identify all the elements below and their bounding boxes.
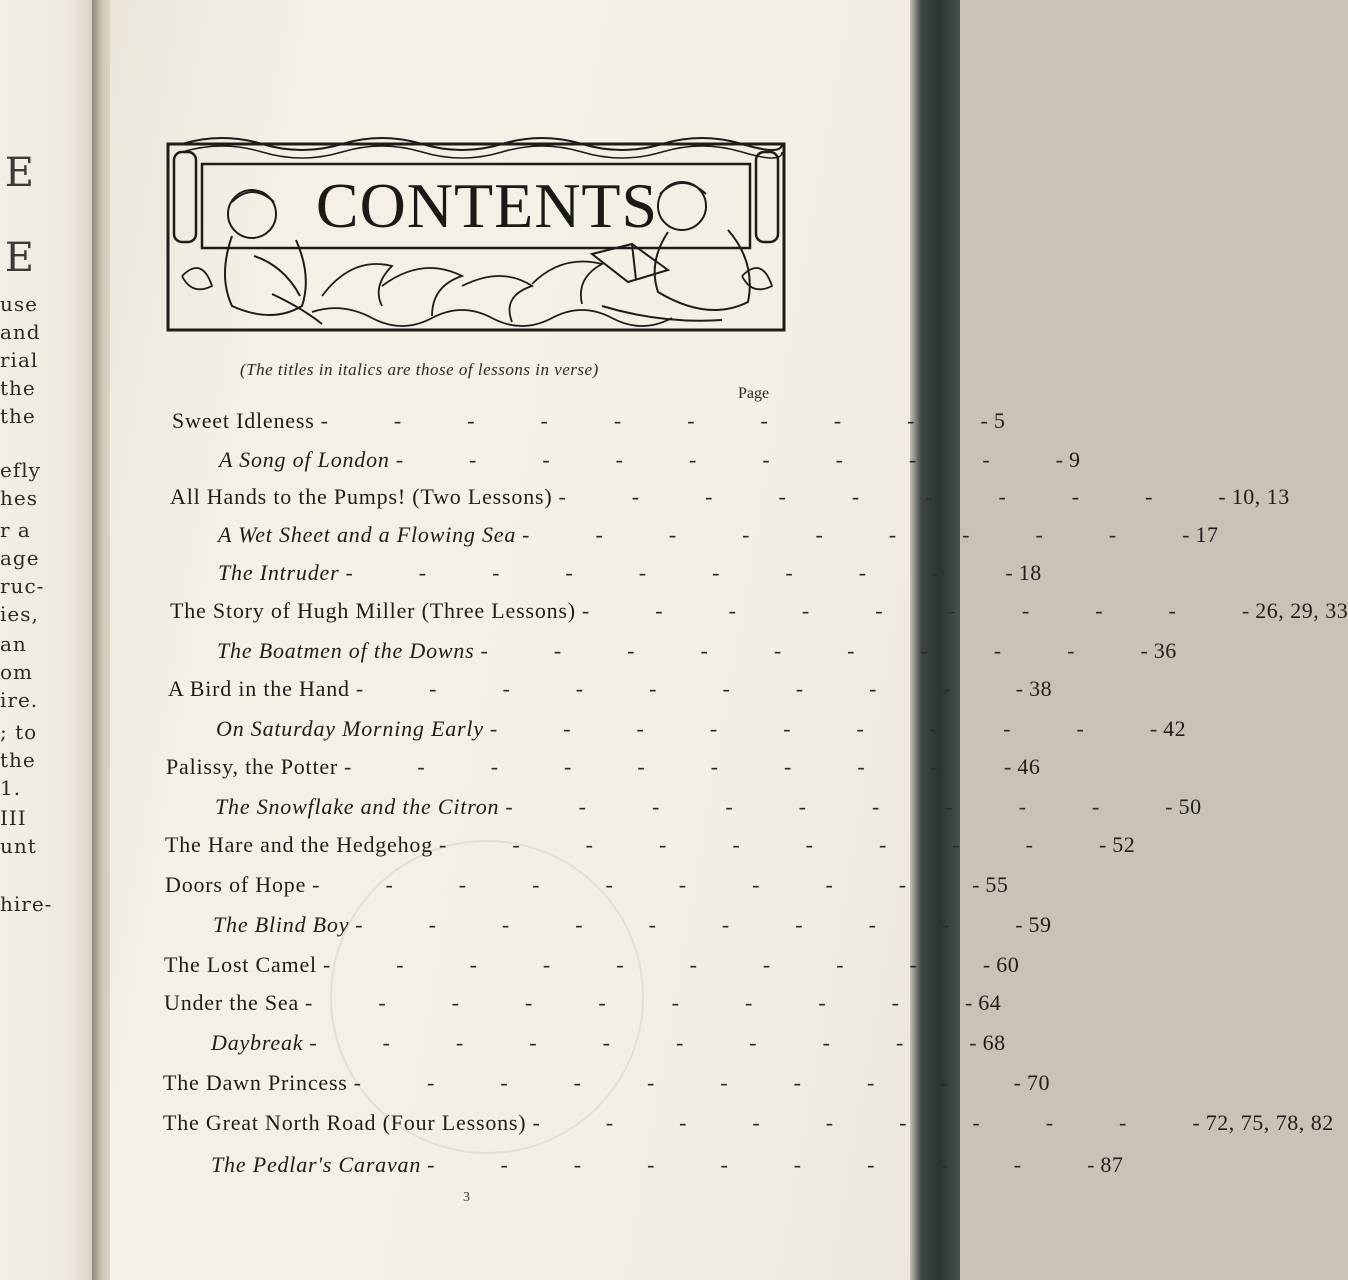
contents-entry (165, 872, 1009, 904)
entry-title: Doors of Hope (165, 872, 307, 897)
dot-leaders: - - - - - - - - - - (480, 638, 1148, 663)
dot-leaders: - - - - - - - - - - (558, 484, 1226, 509)
entry-title: The Blind Boy (213, 912, 350, 937)
left-page-text-fragment: III (0, 806, 27, 830)
dot-leaders: - - - - - - - - - - (305, 990, 973, 1015)
entry-page-numbers: 60 (996, 952, 1020, 977)
entry-page-numbers: 50 (1178, 794, 1202, 819)
contents-entry (217, 638, 1177, 670)
entry-page-numbers: 59 (1028, 912, 1052, 937)
entry-title: The Hare and the Hedgehog (165, 832, 434, 857)
left-page-text-fragment: and (0, 320, 41, 344)
left-page-text-fragment: om (0, 660, 34, 684)
entry-page-numbers: 52 (1112, 832, 1136, 857)
dot-leaders: - - - - - - - - - - (395, 447, 1063, 472)
left-page-text-fragment: ; to (0, 720, 38, 744)
contents-entry (218, 522, 1219, 554)
entry-title: A Song of London (219, 447, 390, 472)
left-page-text-fragment: hire- (0, 892, 53, 916)
contents-entry (215, 794, 1202, 826)
entry-page-numbers: 26, 29, 33 (1255, 598, 1348, 623)
left-page-text-fragment: the (0, 748, 36, 772)
left-page-text-fragment: an (0, 632, 27, 656)
left-page-text-fragment: ies, (0, 602, 39, 626)
dot-leaders: - - - - - - - - - - (427, 1152, 1095, 1177)
entry-page-numbers: 68 (982, 1030, 1006, 1055)
entry-page-numbers: 87 (1100, 1152, 1124, 1177)
entry-title: All Hands to the Pumps! (Two Lessons) (170, 484, 553, 509)
dot-leaders: - - - - - - - - - - (489, 716, 1158, 741)
dot-leaders: - - - - - - - - - - (309, 1030, 977, 1055)
entry-page-numbers: 5 (993, 408, 1006, 433)
left-page-text-fragment: the (0, 376, 36, 400)
entry-title: A Bird in the Hand (168, 676, 350, 701)
italics-note: (The titles in italics are those of lessons in verse) (240, 360, 599, 379)
page-number: 3 (463, 1190, 470, 1205)
contents-heading: CONTENTS (315, 170, 659, 241)
left-page-text-fragment: 1. (0, 776, 22, 800)
left-page-text-fragment: r a (0, 518, 31, 542)
entry-title: On Saturday Morning Early (216, 716, 484, 741)
left-page-text-fragment: age (0, 546, 40, 570)
dot-leaders: - - - - - - - - - - (581, 598, 1250, 623)
dot-leaders: - - - - - - - - - - (532, 1110, 1200, 1135)
entry-title: The Intruder (218, 560, 340, 585)
contents-entry (170, 598, 1348, 630)
dot-leaders: - - - - - - - - - - (345, 560, 1013, 585)
entry-page-numbers: 10, 13 (1231, 484, 1290, 509)
entry-title: The Dawn Princess (163, 1070, 348, 1095)
entry-page-numbers: 17 (1195, 522, 1219, 547)
contents-entry (163, 1110, 1334, 1142)
left-page-text-fragment: efly (0, 458, 41, 482)
contents-entry (216, 716, 1187, 748)
contents-entry (219, 447, 1081, 479)
entry-page-numbers: 70 (1026, 1070, 1050, 1095)
left-page-text-fragment: ire. (0, 688, 39, 712)
entry-title: The Lost Camel (164, 952, 317, 977)
contents-entry (163, 1070, 1050, 1102)
dot-leaders: - - - - - - - - - - (320, 408, 988, 433)
entry-page-numbers: 64 (978, 990, 1002, 1015)
entry-page-numbers: 55 (985, 872, 1009, 897)
contents-entry (164, 952, 1020, 984)
entry-page-numbers: 46 (1017, 754, 1041, 779)
contents-entry (211, 1030, 1006, 1062)
contents-entry (213, 912, 1052, 944)
dot-leaders: - - - - - - - - - - (355, 676, 1024, 701)
contents-entry (165, 832, 1136, 864)
entry-title: Sweet Idleness (172, 408, 315, 433)
contents-entry (168, 676, 1053, 708)
left-page-text-fragment: the (0, 404, 36, 428)
entry-title: The Great North Road (Four Lessons) (163, 1110, 527, 1135)
left-page-text-fragment: hes (0, 486, 38, 510)
dot-leaders: - - - - - - - - - - (522, 522, 1190, 547)
entry-title: Under the Sea (164, 990, 300, 1015)
left-page-text-fragment: use (0, 292, 38, 316)
page-column-label: Page (738, 385, 770, 402)
dot-leaders: - - - - - - - - - - (322, 952, 991, 977)
contents-entry (218, 560, 1042, 592)
entry-page-numbers: 9 (1068, 447, 1081, 472)
entry-title: The Snowflake and the Citron (215, 794, 500, 819)
entry-title: Daybreak (211, 1030, 304, 1055)
left-page-text-fragment: unt (0, 834, 37, 858)
dot-leaders: - - - - - - - - - - (353, 1070, 1021, 1095)
entry-title: The Boatmen of the Downs (217, 638, 475, 663)
entry-page-numbers: 42 (1163, 716, 1187, 741)
entry-page-numbers: 72, 75, 78, 82 (1205, 1110, 1334, 1135)
contents-entry (172, 408, 1006, 440)
left-page-text-fragment: rial (0, 348, 39, 372)
contents-entry (211, 1152, 1124, 1184)
entry-page-numbers: 38 (1029, 676, 1053, 701)
entry-title: The Pedlar's Caravan (211, 1152, 422, 1177)
dot-leaders: - - - - - - - - - - (355, 912, 1023, 937)
dot-leaders: - - - - - - - - - - (312, 872, 980, 897)
dot-leaders: - - - - - - - - - - (505, 794, 1173, 819)
contents-entry (164, 990, 1002, 1022)
contents-entry (166, 754, 1041, 786)
entry-title: Palissy, the Potter (166, 754, 339, 779)
dot-leaders: - - - - - - - - - - (439, 832, 1107, 857)
left-page-text-fragment: ruc- (0, 574, 45, 598)
dot-leaders: - - - - - - - - - - (344, 754, 1012, 779)
contents-entry (170, 484, 1290, 516)
left-page-initial-2: E (4, 235, 34, 281)
entry-page-numbers: 18 (1018, 560, 1042, 585)
entry-title: A Wet Sheet and a Flowing Sea (218, 522, 517, 547)
entry-title: The Story of Hugh Miller (Three Lessons) (170, 598, 576, 623)
left-page-initial: E (4, 150, 34, 196)
entry-page-numbers: 36 (1153, 638, 1177, 663)
